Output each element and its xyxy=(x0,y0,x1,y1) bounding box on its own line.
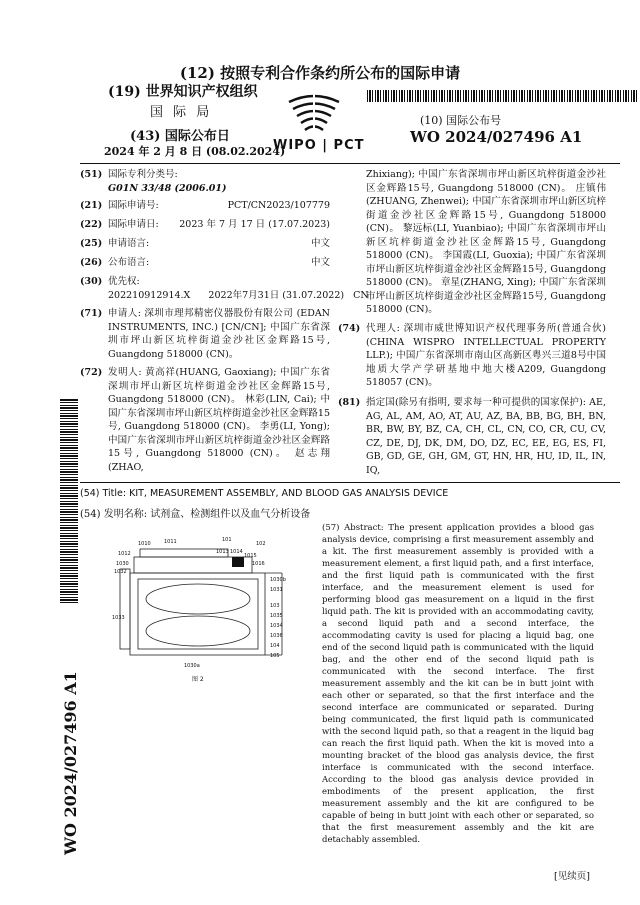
figure-label: 1014 xyxy=(230,549,243,555)
figure-label: 1034 xyxy=(270,623,283,629)
figure-label: 105 xyxy=(270,653,280,659)
side-publication-number: WO 2024/027496 A1 xyxy=(61,671,80,855)
figure-label: 101 xyxy=(222,537,232,543)
field-30-label: 优先权: xyxy=(108,276,140,287)
figure-label: 1030 xyxy=(116,561,129,567)
side-barcode-icon xyxy=(60,398,78,603)
document-title: (12) 按照专利合作条约所公布的国际申请 xyxy=(179,64,461,82)
figure-label: 1033 xyxy=(112,615,125,621)
field-72-continued: Zhixiang); 中国广东省深圳市坪山新区坑梓街道金沙社区金辉路15号, Guangdong 518000 (CN)。 庄镇伟(ZHUANG, Zhenwei); 中国广东省深圳市坪山新区坑梓街道金沙社区金辉路15号, Guangdong 518000 (CN)。 黎远标(LI, Yuanbiao); 中国广东省深圳市坪山新区坑梓街道金沙社区金辉路15号, Guangdong 518000 (CN)。 李国霞(LI, Guoxia); 中国广东省深圳市坪山新区坑梓街道金沙社区金辉路15号, Guangdong 518000 (CN)。 章星(ZHANG, Xing); 中国广东省深圳市坪山新区坑梓街道金沙社区金辉路15号, Guangdong 518000 (CN)。 xyxy=(366,169,606,315)
figure-label: 1036 xyxy=(270,633,283,639)
figure-label: 1031 xyxy=(270,587,283,593)
field-21-label: 国际申请号: xyxy=(108,200,159,211)
figure-label: 1035 xyxy=(270,613,283,619)
field-25-label: 申请语言: xyxy=(108,238,150,249)
figure-caption: 图 2 xyxy=(192,676,204,683)
figure-label: 102 xyxy=(256,541,266,547)
figure-label: 1010 xyxy=(138,541,151,547)
field-71-text: 申请人: 深圳市理邦精密仪器股份有限公司 (EDAN INSTRUMENTS, INC.) [CN/CN]; 中国广东省深圳市坪山新区坑梓街道金沙社区金辉路15号, Guangdong 518000 (CN)。 xyxy=(108,308,330,360)
bibliographic-left-column: (51) 国际专利分类号: G01N 33/48 (2006.01) (21) 国际申请号: PCT/CN2023/107779 (22) 国际申请日: 2023 年 7 月 17 日 (17.07.2023) (25) 申请语言: 中文 (26) 公布语言: 中文 (30) 优先权: 202210912914.X 2022年7月31日 (31.07.2022) CN (71) 申请人: 深圳市理邦精密仪器股份有限公司 (EDAN INSTRUMENTS, INC.) [CN/CN]; 中国广东省深圳市坪山新区坑梓街道金沙社区金辉路15号, Guangdong 518000 (CN)。 (72) 发明人: 黄高祥(HUANG, Gaoxiang); 中国广东省深圳市坪山新区坑梓街道金沙社区金辉路15号, Guangdong 518000 (CN)。 林彩(LIN, Cai); 中国广东省深圳市坪山新区坑梓街道金沙社区金辉路15号, Guangdong 518000 (CN)。 李勇(LI, Yong); 中国广东省深圳市坪山新区坑梓街道金沙社区金辉路15号, Guangdong 518000 (CN)。 赵志翔(ZHAO, xyxy=(80,169,369,473)
barcode-icon xyxy=(367,90,639,102)
field-72-text: 发明人: 黄高祥(HUANG, Gaoxiang); 中国广东省深圳市坪山新区坑梓街道金沙社区金辉路15号, Guangdong 518000 (CN)。 林彩(LIN, Cai); 中国广东省深圳市坪山新区坑梓街道金沙社区金辉路15号, Guangdong 518000 (CN)。 李勇(LI, Yong); 中国广东省深圳市坪山新区坑梓街道金沙社区金辉路15号, Guangdong 518000 (CN)。 赵志翔(ZHAO, xyxy=(108,367,330,473)
field-51-value: G01N 33/48 (2006.01) xyxy=(108,182,227,194)
field-21-value: PCT/CN2023/107779 xyxy=(227,200,330,211)
field-30-value: 202210912914.X 2022年7月31日 (31.07.2022) CN xyxy=(108,289,369,301)
figure-label: 1012 xyxy=(118,551,131,557)
publication-number: WO 2024/027496 A1 xyxy=(410,128,583,146)
org-bureau: 国 际 局 xyxy=(150,105,213,120)
field-22-value: 2023 年 7 月 17 日 (17.07.2023) xyxy=(179,219,330,230)
patent-figure xyxy=(112,535,312,690)
org-name: (19) 世界知识产权组织 xyxy=(108,84,258,100)
figure-label: 1030b xyxy=(270,577,286,583)
header-divider xyxy=(80,163,620,164)
field-25-value: 中文 xyxy=(310,238,330,249)
wipo-pct-text: WIPO | PCT xyxy=(273,138,365,153)
bibliographic-right-column: Zhixiang); 中国广东省深圳市坪山新区坑梓街道金沙社区金辉路15号, Guangdong 518000 (CN)。 庄镇伟(ZHUANG, Zhenwei); 中国广东省深圳市坪山新区坑梓街道金沙社区金辉路15号, Guangdong 518000 (CN)。 黎远标(LI, Yuanbiao); 中国广东省深圳市坪山新区坑梓街道金沙社区金辉路15号, Guangdong 518000 (CN)。 李国霞(LI, Guoxia); 中国广东省深圳市坪山新区坑梓街道金沙社区金辉路15号, Guangdong 518000 (CN)。 章星(ZHANG, Xing); 中国广东省深圳市坪山新区坑梓街道金沙社区金辉路15号, Guangdong 518000 (CN)。 (74) 代理人: 深圳市威世博知识产权代理事务所(普通合伙) (CHINA WISPRO INTELLECTUAL PROPERTY LLP.); 中国广东省深圳市南山区高新区粤兴三道8号中国地质大学产学研基地中地大楼A209, Guangdong 518057 (CN)。 (81) 指定国(除另有指明, 要求每一种可提供的国家保护): AE, AG, AL, AM, AO, AT, AU, AZ, BA, BB, BG, BH, BN, BR, BW, BY, BZ, CA, CH, CL, CN, CO, CR, CU, CV, CZ, DE, DJ, DK, DM, DO, DZ, EC, EE, EG, ES, FI, GB, GD, GE, GH, GM, GT, HN, HR, HU, ID, IL, IN, IQ, xyxy=(338,169,606,476)
field-22-label: 国际申请日: xyxy=(108,219,159,230)
kit-top-lid xyxy=(140,549,228,557)
title-chinese: (54) 发明名称: 试剂盒、检测组件以及血气分析设备 xyxy=(80,509,311,520)
liquid-bag-upper xyxy=(146,584,250,614)
field-74-text: 代理人: 深圳市威世博知识产权代理事务所(普通合伙) (CHINA WISPRO INTELLECTUAL PROPERTY LLP.); 中国广东省深圳市南山区高新区粤兴三道8号中国地质大学产学研基地中地大楼A209, Guangdong 518057 (CN)。 xyxy=(366,323,606,388)
abstract-text: (57) Abstract: The present application provides a blood gas analysis device, comprising a first measurement assembly and a kit. The first measurement assembly is provided with a measurement element, a first liquid path, and a first interface, and the first liquid path is communicated with the first interface, and the measurement element is used for performing blood gas measurement on a liquid in the first liquid path. The kit is provided with an accommodating cavity, a second liquid path and a second interface, the accommodating cavity is used for placing a liquid bag, one end of the second liquid path is communicated with the liquid bag, and the other end of the second liquid path is communicated with the second interface. The first measurement assembly and the kit can be in butt joint with each other or separated, so that the first interface and the second interface are communicated or separated. During being communicated, the first liquid path is communicated with the second liquid path, so that a reagent in the liquid bag can reach the first liquid path. When the kit is moved into a mounting bracket of the blood gas analysis device, the first interface is communicated with the second interface. According to the blood gas analysis device provided in embodiments of the present application, the first measurement assembly and the kit are configured to be capable of being in butt joint with each other or separated, so that the first measurement assembly and the kit are detachably assembled. xyxy=(322,523,594,845)
figure-label: 1013 xyxy=(216,549,229,555)
publication-date: 2024 年 2 月 8 日 (08.02.2024) xyxy=(104,145,286,158)
mounting-bracket xyxy=(120,569,130,649)
figure-label: 1016 xyxy=(252,561,265,567)
publication-date-label: (43) 国际公布日 xyxy=(130,129,230,144)
continued-note: [见续页] xyxy=(554,871,590,882)
title-english: (54) Title: KIT, MEASUREMENT ASSEMBLY, AND BLOOD GAS ANALYSIS DEVICE xyxy=(80,488,449,499)
figure-label: 103 xyxy=(270,603,280,609)
field-26-label: 公布语言: xyxy=(108,257,150,268)
figure-label: 1015 xyxy=(244,553,257,559)
wipo-logo-icon xyxy=(285,92,343,138)
field-26-value: 中文 xyxy=(310,257,330,268)
titles-divider xyxy=(80,482,620,483)
figure-label: 104 xyxy=(270,643,280,649)
figure-label: 1030a xyxy=(184,663,200,669)
field-51-label: 国际专利分类号: xyxy=(108,169,178,180)
field-81-text: 指定国(除另有指明, 要求每一种可提供的国家保护): AE, AG, AL, AM, AO, AT, AU, AZ, BA, BB, BG, BH, BN, BR, BW, BY, BZ, CA, CH, CL, CN, CO, CR, CU, CV, CZ, DE, DJ, DK, DM, DO, DZ, EC, EE, EG, ES, FI, GB, GD, GE, GH, GM, GT, HN, HR, HU, ID, IL, IN, IQ, xyxy=(366,397,606,476)
figure-label: 1032 xyxy=(114,569,127,575)
liquid-bag-lower xyxy=(146,616,250,646)
figure-label: 1011 xyxy=(164,539,177,545)
publication-number-label: (10) 国际公布号 xyxy=(420,114,502,127)
